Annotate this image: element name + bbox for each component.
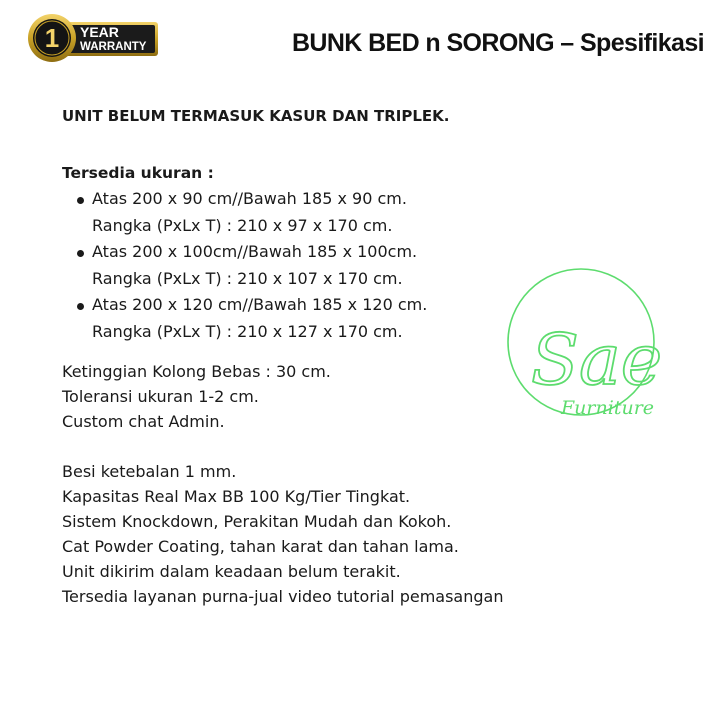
specs-block: [62, 459, 662, 609]
size-line: Atas 200 x 100cm//Bawah 185 x 100cm.: [92, 242, 418, 261]
spec-line: Cat Powder Coating, tahan karat dan tahan lama.: [62, 537, 459, 556]
spec-line: Kapasitas Real Max BB 100 Kg/Tier Tingkat.: [62, 487, 411, 506]
logo-wordmark: Furniture: [561, 397, 655, 419]
badge-number: 1: [44, 23, 60, 53]
spec-line: Unit dikirim dalam keadaan belum terakit.: [62, 562, 401, 581]
frame-line: Rangka (PxLx T) : 210 x 107 x 170 cm.: [92, 268, 403, 288]
size-line: Atas 200 x 90 cm//Bawah 185 x 90 cm.: [92, 189, 407, 208]
spec-line: Tersedia layanan purna-jual video tutorial pemasangan: [62, 587, 504, 606]
notice-text: UNIT BELUM TERMASUK KASUR DAN TRIPLEK.: [62, 107, 450, 125]
badge-year: YEAR: [80, 24, 119, 40]
badge-warranty: WARRANTY: [80, 41, 147, 53]
frame-line: Rangka (PxLx T) : 210 x 97 x 170 cm.: [92, 215, 393, 235]
spec-line: Sistem Knockdown, Perakitan Mudah dan Kokoh.: [62, 512, 452, 531]
frame-line: Rangka (PxLx T) : 210 x 127 x 170 cm.: [92, 321, 403, 341]
warranty-badge: [28, 12, 160, 64]
detail-line: Custom chat Admin.: [62, 412, 225, 431]
list-item: [62, 186, 662, 239]
page-title: BUNK BED n SORONG – Spesifikasi: [291, 29, 704, 57]
detail-line: Ketinggian Kolong Bebas : 30 cm.: [62, 362, 331, 381]
size-line: Atas 200 x 120 cm//Bawah 185 x 120 cm.: [92, 295, 428, 314]
logo-monogram: Sae: [531, 319, 663, 401]
sae-furniture-logo: [503, 266, 669, 426]
detail-line: Toleransi ukuran 1-2 cm.: [62, 387, 259, 406]
sizes-heading: Tersedia ukuran :: [62, 164, 214, 182]
spec-line: Besi ketebalan 1 mm.: [62, 462, 237, 481]
